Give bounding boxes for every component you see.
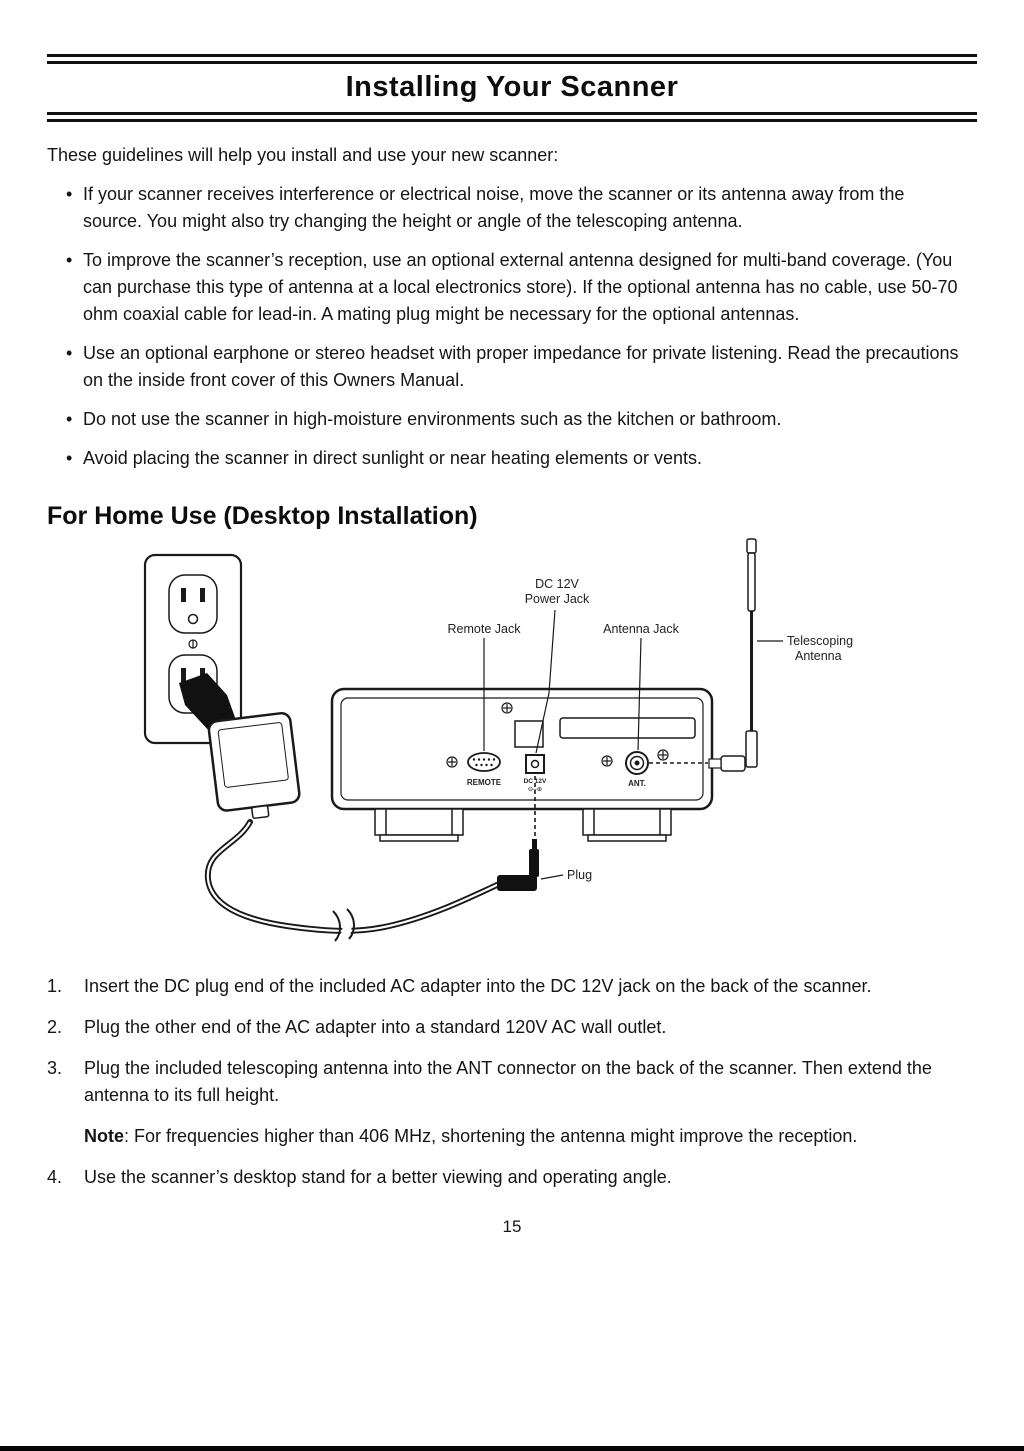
- list-item: • Avoid placing the scanner in direct sunlight or near heating elements or vents.: [66, 445, 961, 472]
- step-number: 2.: [47, 1017, 63, 1037]
- page-title: Installing Your Scanner: [345, 71, 679, 103]
- step-text: Insert the DC plug end of the included AC adapter into the DC 12V jack on the back of the scanner.: [84, 976, 872, 996]
- step-item: [47, 1014, 977, 1041]
- step-number: 3.: [47, 1058, 63, 1078]
- label-remote-jack: Remote Jack: [447, 622, 521, 636]
- guideline-list: [47, 181, 977, 472]
- list-item: • Use an optional earphone or stereo headset with proper impedance for private listening. Read the precautions on the inside front cover of this Owners Manual.: [66, 340, 961, 394]
- step-text: Plug the included telescoping antenna into the ANT connector on the back of the scanner. Then extend the antenna to its full height.: [84, 1058, 932, 1105]
- page-number: 15: [502, 1217, 522, 1236]
- note-text: : For frequencies higher than 406 MHz, shortening the antenna might improve the reception.: [124, 1126, 858, 1146]
- telescoping-antenna: [709, 539, 757, 771]
- installation-diagram: [57, 533, 977, 963]
- label-antenna-jack: Antenna Jack: [603, 622, 679, 636]
- step-text: Plug the other end of the AC adapter into a standard 120V AC wall outlet.: [84, 1017, 667, 1037]
- desktop-stand-feet: [375, 809, 671, 841]
- step-number: 1.: [47, 976, 63, 996]
- dc-plug: [497, 839, 539, 891]
- ac-adapter: [208, 712, 302, 822]
- label-dc-power-jack: DC 12V: [535, 577, 579, 591]
- panel-dc-label: DC 12V: [523, 778, 547, 785]
- step-item: [47, 1164, 977, 1191]
- list-item: • If your scanner receives interference or electrical noise, move the scanner or its antenna away from the source. You might also try changing the height or angle of the telescoping antenna.: [66, 181, 961, 235]
- panel-dc-polarity: ⊖–⊕: [527, 786, 543, 793]
- installation-steps: [47, 973, 977, 1191]
- svg-text:Antenna: Antenna: [795, 649, 842, 663]
- panel-cutout: [515, 721, 543, 747]
- label-plug: Plug: [567, 868, 593, 882]
- scan-edge-artifact: [0, 1446, 1024, 1451]
- label-telescoping-antenna: Telescoping: [787, 634, 854, 648]
- panel-ant-label: ANT.: [628, 779, 646, 788]
- svg-text:Power Jack: Power Jack: [524, 592, 590, 606]
- scanner-rear-panel: [332, 689, 712, 841]
- step-item: [47, 973, 977, 1000]
- note-paragraph: [84, 1123, 952, 1150]
- ant-connector: [626, 752, 648, 788]
- title-rule-bottom: [47, 112, 977, 122]
- intro-text: These guidelines will help you install and use your new scanner:: [47, 145, 559, 165]
- step-number: 4.: [47, 1167, 63, 1187]
- step-text: Use the scanner’s desktop stand for a better viewing and operating angle.: [84, 1167, 672, 1187]
- note-label: Note: [84, 1126, 124, 1146]
- panel-vent-plate: [560, 718, 695, 738]
- list-item: • To improve the scanner’s reception, use an optional external antenna designed for multi-band coverage. (You can purchase this type of antenna at a local electronics store). If the optional antenna has no cable, use 50-70 ohm coaxial cable for lead-in. A mating plug might be necessary for the optional antennas.: [66, 247, 961, 328]
- section-heading: For Home Use (Desktop Installation): [47, 502, 478, 530]
- panel-remote-label: REMOTE: [466, 778, 502, 787]
- list-item: • Do not use the scanner in high-moisture environments such as the kitchen or bathroom.: [66, 406, 961, 433]
- title-rule-top: [47, 54, 977, 64]
- step-item: [47, 1055, 977, 1150]
